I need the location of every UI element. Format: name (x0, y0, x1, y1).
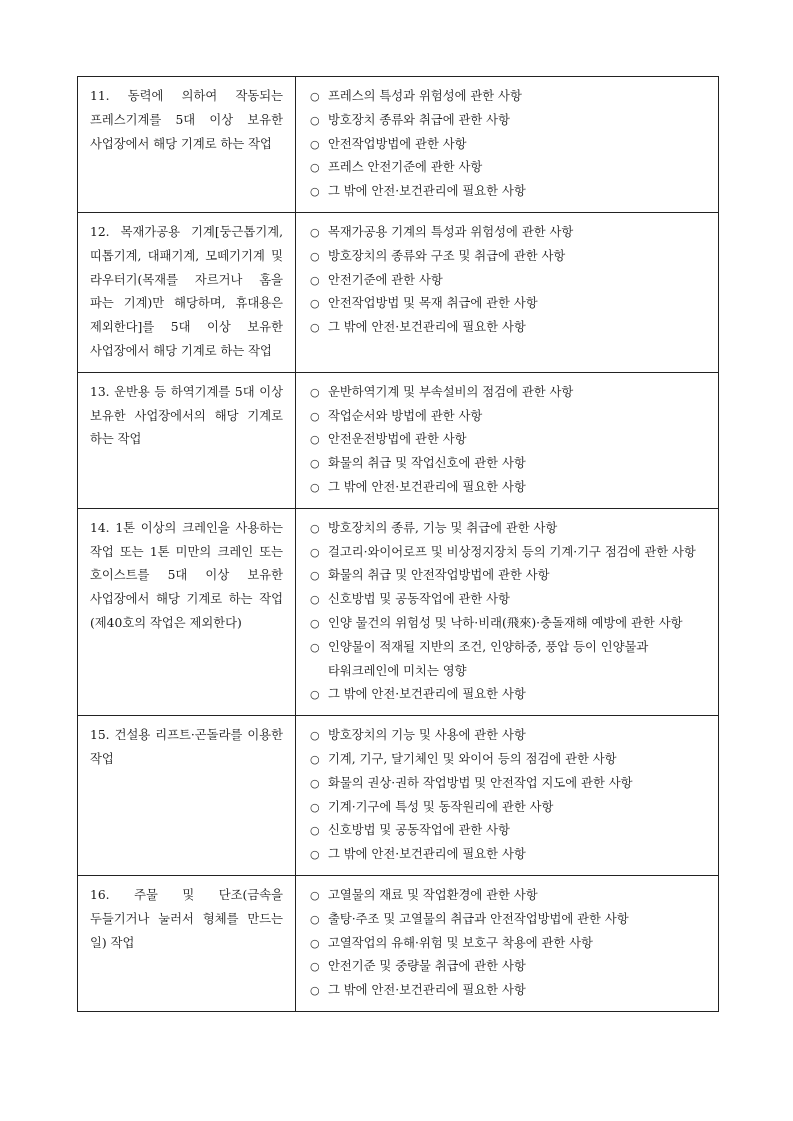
circle-bullet-icon: ○ (310, 936, 320, 950)
circle-bullet-icon: ○ (310, 273, 320, 287)
circle-bullet-icon: ○ (310, 616, 320, 630)
training-items-cell (296, 875, 719, 1011)
list-item-text: 화물의 취급 및 안전작업방법에 관한 사항 (328, 568, 550, 583)
circle-bullet-icon: ○ (310, 848, 320, 862)
list-item (310, 221, 710, 245)
list-item (310, 932, 710, 956)
list-item-text: 기계, 기구, 달기체인 및 와이어 등의 점검에 관한 사항 (328, 751, 617, 766)
list-item-text: 방호장치 종류와 취급에 관한 사항 (328, 112, 510, 127)
circle-bullet-icon: ○ (310, 433, 320, 447)
work-description-cell: 16. 주물 및 단조(금속을 두들기거나 눌러서 형체를 만드는 일) 작업 (78, 875, 296, 1011)
circle-bullet-icon: ○ (310, 912, 320, 926)
circle-bullet-icon: ○ (310, 984, 320, 998)
list-item-text: 고열물의 재료 및 작업환경에 관한 사항 (328, 887, 538, 902)
list-item-text: 그 밖에 안전·보건관리에 필요한 사항 (328, 184, 526, 199)
list-item-text: 안전작업방법 및 목재 취급에 관한 사항 (328, 296, 538, 311)
list-item-text: 화물의 권상·권하 작업방법 및 안전작업 지도에 관한 사항 (328, 775, 633, 790)
circle-bullet-icon: ○ (310, 137, 320, 151)
list-item-text: 걸고리·와이어로프 및 비상정지장치 등의 기계·기구 점검에 관한 사항 (328, 544, 696, 559)
list-item (310, 381, 710, 405)
list-item (310, 819, 710, 843)
list-item-text: 안전기준에 관한 사항 (328, 272, 443, 287)
work-description-cell: 14. 1톤 이상의 크레인을 사용하는 작업 또는 1톤 미만의 크레인 또는 호이스트를 5대 이상 보유한 사업장에서 해당 기계로 하는 작업(제40호의 작업은 제외한다) (78, 508, 296, 715)
list-item (310, 564, 710, 588)
circle-bullet-icon: ○ (310, 569, 320, 583)
list-item (310, 541, 710, 565)
circle-bullet-icon: ○ (310, 960, 320, 974)
circle-bullet-icon: ○ (310, 824, 320, 838)
list-item-text: 방호장치의 종류, 기능 및 취급에 관한 사항 (328, 520, 558, 535)
list-item-text: 출탕·주조 및 고열물의 취급과 안전작업방법에 관한 사항 (328, 911, 629, 926)
circle-bullet-icon: ○ (310, 113, 320, 127)
list-item-text: 작업순서와 방법에 관한 사항 (328, 408, 483, 423)
list-item (310, 428, 710, 452)
list-item-text: 신호방법 및 공동작업에 관한 사항 (328, 592, 510, 607)
list-item (310, 316, 710, 340)
list-item (310, 772, 710, 796)
list-item (310, 405, 710, 429)
list-item-text: 안전기준 및 중량물 취급에 관한 사항 (328, 959, 526, 974)
list-item-text: 그 밖에 안전·보건관리에 필요한 사항 (328, 847, 526, 862)
list-item (310, 636, 710, 684)
training-items-cell (296, 508, 719, 715)
list-item (310, 109, 710, 133)
work-description-cell: 12. 목재가공용 기계[둥근톱기계, 띠톱기계, 대패기계, 모떼기기계 및 라우터기(목재를 자르거나 홈을 파는 기계)만 해당하며, 휴대용은 제외한다]를 5대 이상 보유한 사업장에서 해당 기계로 하는 작업 (78, 212, 296, 372)
circle-bullet-icon: ○ (310, 688, 320, 702)
list-item-text: 신호방법 및 공동작업에 관한 사항 (328, 823, 510, 838)
circle-bullet-icon: ○ (310, 729, 320, 743)
circle-bullet-icon: ○ (310, 225, 320, 239)
circle-bullet-icon: ○ (310, 593, 320, 607)
list-item (310, 156, 710, 180)
list-item (310, 955, 710, 979)
list-item-text: 그 밖에 안전·보건관리에 필요한 사항 (328, 687, 526, 702)
list-item (310, 908, 710, 932)
list-item (310, 843, 710, 867)
list-item (310, 796, 710, 820)
list-item (310, 979, 710, 1003)
list-item-text: 안전작업방법에 관한 사항 (328, 136, 467, 151)
training-items-cell (296, 716, 719, 876)
list-item (310, 452, 710, 476)
list-item-text: 인양 물건의 위험성 및 낙하·비래(飛來)·충돌재해 예방에 관한 사항 (328, 615, 683, 630)
training-items-cell (296, 212, 719, 372)
circle-bullet-icon: ○ (310, 545, 320, 559)
list-item-text: 목재가공용 기계의 특성과 위험성에 관한 사항 (328, 224, 574, 239)
list-item-text: 안전운전방법에 관한 사항 (328, 432, 467, 447)
list-item-text: 운반하역기계 및 부속설비의 점검에 관한 사항 (328, 384, 574, 399)
work-description-cell: 15. 건설용 리프트·곤돌라를 이용한 작업 (78, 716, 296, 876)
table-row (78, 716, 719, 876)
list-item-text: 인양물이 적재될 지반의 조건, 인양하중, 풍압 등이 인양물과 타워크레인에 미치는 영향 (328, 639, 649, 678)
circle-bullet-icon: ○ (310, 457, 320, 471)
list-item-text: 방호장치의 종류와 구조 및 취급에 관한 사항 (328, 248, 566, 263)
work-description-cell: 13. 운반용 등 하역기계를 5대 이상 보유한 사업장에서의 해당 기계로 하는 작업 (78, 372, 296, 508)
table-row (78, 372, 719, 508)
list-item (310, 292, 710, 316)
list-item (310, 133, 710, 157)
circle-bullet-icon: ○ (310, 480, 320, 494)
circle-bullet-icon: ○ (310, 385, 320, 399)
list-item (310, 180, 710, 204)
list-item-text: 프레스 안전기준에 관한 사항 (328, 160, 483, 175)
circle-bullet-icon: ○ (310, 249, 320, 263)
list-item-text: 고열작업의 유해·위험 및 보호구 착용에 관한 사항 (328, 935, 593, 950)
list-item-text: 그 밖에 안전·보건관리에 필요한 사항 (328, 983, 526, 998)
table-row (78, 875, 719, 1011)
list-item-text: 화물의 취급 및 작업신호에 관한 사항 (328, 456, 526, 471)
training-content-table (77, 76, 719, 1012)
list-item (310, 269, 710, 293)
circle-bullet-icon: ○ (310, 800, 320, 814)
list-item (310, 884, 710, 908)
list-item-text: 방호장치의 기능 및 사용에 관한 사항 (328, 728, 526, 743)
list-item-text: 그 밖에 안전·보건관리에 필요한 사항 (328, 320, 526, 335)
list-item (310, 588, 710, 612)
table-row (78, 77, 719, 213)
circle-bullet-icon: ○ (310, 752, 320, 766)
training-items-cell (296, 372, 719, 508)
list-item (310, 476, 710, 500)
table-row (78, 212, 719, 372)
list-item (310, 245, 710, 269)
circle-bullet-icon: ○ (310, 409, 320, 423)
work-description-cell: 11. 동력에 의하여 작동되는 프레스기계를 5대 이상 보유한 사업장에서 해당 기계로 하는 작업 (78, 77, 296, 213)
list-item (310, 612, 710, 636)
list-item-text: 프레스의 특성과 위험성에 관한 사항 (328, 89, 522, 103)
list-item (310, 85, 710, 109)
circle-bullet-icon: ○ (310, 185, 320, 199)
list-item (310, 724, 710, 748)
list-item (310, 683, 710, 707)
list-item-text: 기계·기구에 특성 및 동작원리에 관한 사항 (328, 799, 554, 814)
circle-bullet-icon: ○ (310, 321, 320, 335)
circle-bullet-icon: ○ (310, 888, 320, 902)
circle-bullet-icon: ○ (310, 640, 320, 654)
list-item-text: 그 밖에 안전·보건관리에 필요한 사항 (328, 479, 526, 494)
list-item (310, 517, 710, 541)
circle-bullet-icon: ○ (310, 90, 320, 103)
table-body (78, 77, 719, 1012)
list-item (310, 748, 710, 772)
table-row (78, 508, 719, 715)
training-items-cell (296, 77, 719, 213)
circle-bullet-icon: ○ (310, 521, 320, 535)
circle-bullet-icon: ○ (310, 297, 320, 311)
circle-bullet-icon: ○ (310, 776, 320, 790)
circle-bullet-icon: ○ (310, 161, 320, 175)
